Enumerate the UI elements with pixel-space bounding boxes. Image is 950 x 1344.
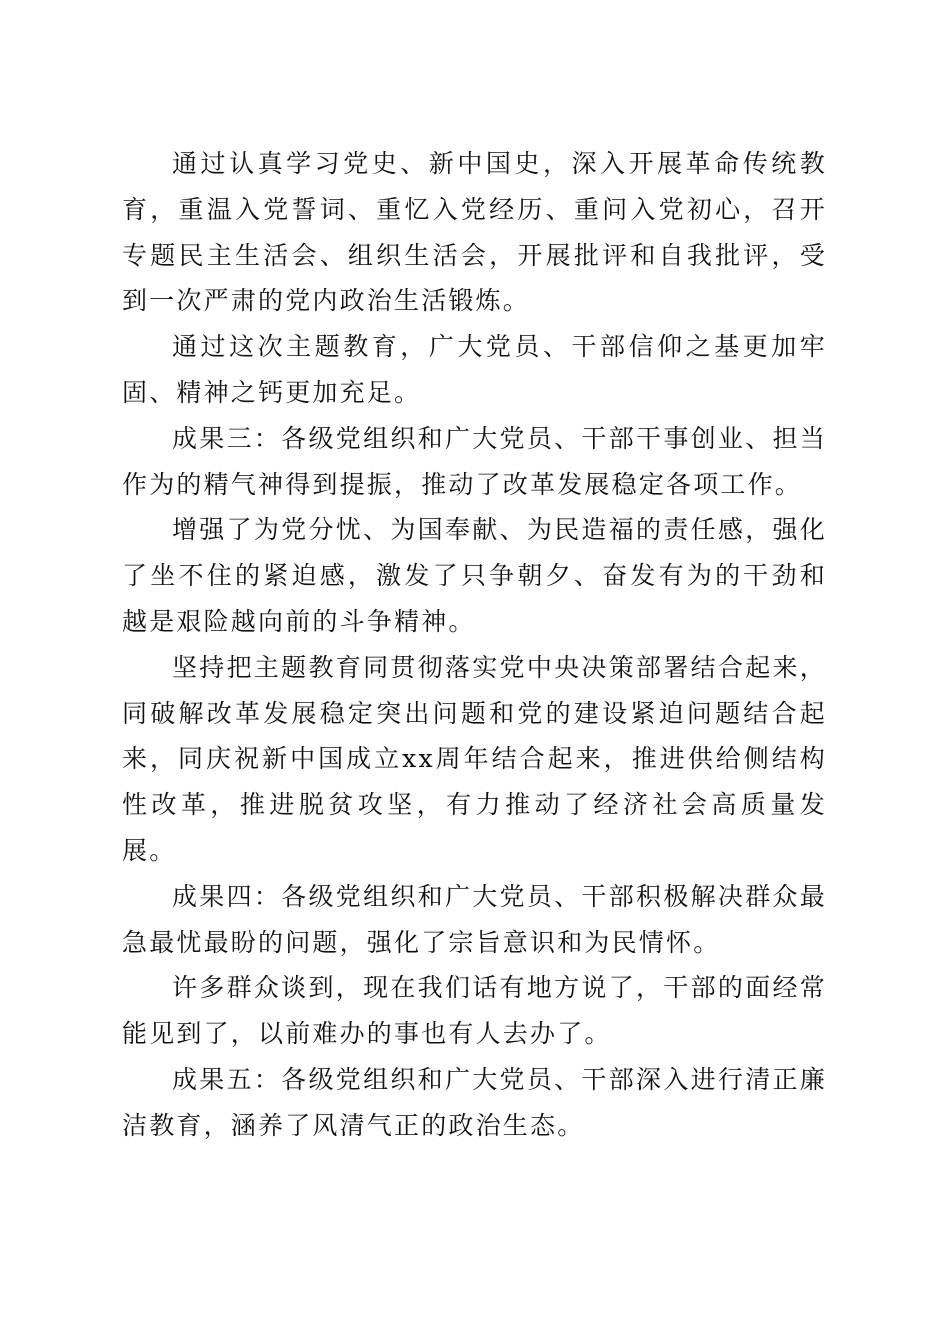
paragraph-responsibility: 增强了为党分忧、为国奉献、为民造福的责任感，强化了坐不住的紧迫感，激发了只争朝夕、奋发有为的干劲和越是艰险越向前的斗争精神。 — [122, 515, 827, 636]
paragraph-combined-efforts: 坚持把主题教育同贯彻落实党中央决策部署结合起来，同破解改革发展稳定突出问题和党的建设紧迫问题结合起来，同庆祝新中国成立xx周年结合起来，推进供给侧结构性改革，推进脱贫攻坚，有力推动了经济社会高质量发展。 — [122, 652, 827, 865]
paragraph-faith-strengthened: 通过这次主题教育，广大党员、干部信仰之基更加牢固、精神之钙更加充足。 — [122, 332, 827, 407]
paragraph-achievement-three: 成果三：各级党组织和广大党员、干部干事创业、担当作为的精气神得到提振，推动了改革发展稳定各项工作。 — [122, 423, 827, 499]
paragraph-party-history-study: 通过认真学习党史、新中国史，深入开展革命传统教育，重温入党誓词、重忆入党经历、重问入党初心，召开专题民主生活会、组织生活会，开展批评和自我批评，受到一次严肃的党内政治生活锻炼。 — [122, 149, 827, 316]
paragraph-achievement-four: 成果四：各级党组织和广大党员、干部积极解决群众最急最忧最盼的问题，强化了宗旨意识和为民情怀。 — [122, 881, 827, 957]
paragraph-achievement-five: 成果五：各级党组织和广大党员、干部深入进行清正廉洁教育，涵养了风清气正的政治生态。 — [122, 1064, 827, 1140]
document-body — [122, 141, 827, 1149]
paragraph-public-feedback: 许多群众谈到，现在我们话有地方说了，干部的面经常能见到了，以前难办的事也有人去办了。 — [122, 973, 827, 1049]
